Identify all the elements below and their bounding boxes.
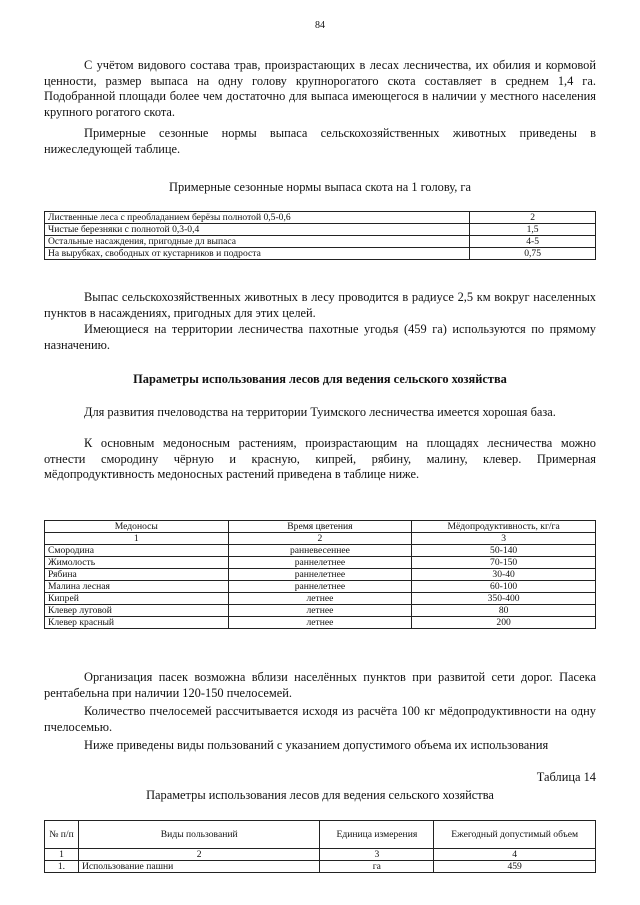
table-cell: 459 [434, 861, 596, 873]
honey-productivity-table [44, 520, 596, 629]
paragraph-bee-families: Количество пчелосемей рассчитывается исходя из расчёта 100 кг мёдопродуктивности на одну пчелосемью. [44, 704, 596, 734]
table-cell: летнее [228, 605, 412, 617]
table-cell: 1. [45, 861, 79, 873]
forest-usage-table [44, 820, 596, 873]
column-header: Мёдопродуктивность, кг/га [412, 521, 596, 533]
table-row [45, 248, 596, 260]
table-cell: 200 [412, 617, 596, 629]
paragraph-honey-plants: К основным медоносным растениям, произрастающим на площадях лесничества можно отнести смородину чёрную и красную, кипрей, рябину, малину, клевер. Примерная мёдопродуктивность медоносных растений приведена в таблице ниже. [44, 436, 596, 482]
table-row [45, 545, 596, 557]
table-cell: раннелетнее [228, 569, 412, 581]
column-header: Медоносы [45, 521, 229, 533]
table-cell: 4-5 [470, 236, 596, 248]
column-header: № п/п [45, 821, 79, 849]
table-row [45, 605, 596, 617]
column-number: 3 [412, 533, 596, 545]
table-cell: Жимолость [45, 557, 229, 569]
table-cell: 30-40 [412, 569, 596, 581]
table-row [45, 617, 596, 629]
column-number: 2 [228, 533, 412, 545]
paragraph-herbs: С учётом видового состава трав, произрастающих в лесах лесничества, их обилия и кормовой ценности, размер выпаса на одну голову крупнорогатого скота составляет в среднем 1,4 га. Подобранной площади более чем достаточно для выпаса имеющегося в наличии у местного населения крупного рогатого скота. [44, 58, 596, 119]
table-cell: Малина лесная [45, 581, 229, 593]
table-cell: Лиственные леса с преобладанием берёзы полнотой 0,5-0,6 [45, 212, 470, 224]
table-cell: Кипрей [45, 593, 229, 605]
table-cell: 350-400 [412, 593, 596, 605]
table-cell: 1,5 [470, 224, 596, 236]
column-number-row [45, 849, 596, 861]
column-number: 3 [320, 849, 434, 861]
table-header-row [45, 821, 596, 849]
table-label: Таблица 14 [536, 770, 596, 784]
table-row [45, 236, 596, 248]
table-row [45, 861, 596, 873]
table-cell: га [320, 861, 434, 873]
table-cell: летнее [228, 593, 412, 605]
paragraph-arable-land: Имеющиеся на территории лесничества пахотные угодья (459 га) используются по прямому назначению. [44, 322, 596, 352]
table-cell: Клевер луговой [45, 605, 229, 617]
table-row [45, 212, 596, 224]
paragraph-beekeeping: Для развития пчеловодства на территории Туимского лесничества имеется хорошая база. [84, 405, 556, 419]
table-cell: 50-140 [412, 545, 596, 557]
column-header: Время цветения [228, 521, 412, 533]
table-row [45, 569, 596, 581]
column-number: 2 [78, 849, 320, 861]
table-cell: летнее [228, 617, 412, 629]
table-row [45, 581, 596, 593]
column-header: Виды пользований [78, 821, 320, 849]
table-cell: раннелетнее [228, 557, 412, 569]
table-cell: ранневесеннее [228, 545, 412, 557]
grazing-table-title: Примерные сезонные нормы выпаса скота на 1 голову, га [169, 180, 471, 194]
paragraph-grazing-radius: Выпас сельскохозяйственных животных в лесу проводится в радиусе 2,5 км вокруг населенных пунктов в насаждениях, пригодных для этих целей. [44, 290, 596, 320]
table-cell: Чистые березняки с полнотой 0,3-0,4 [45, 224, 470, 236]
table-row [45, 224, 596, 236]
table-cell: раннелетнее [228, 581, 412, 593]
table-cell: Смородина [45, 545, 229, 557]
column-number: 1 [45, 849, 79, 861]
table-row [45, 557, 596, 569]
column-number-row [45, 533, 596, 545]
table-row [45, 593, 596, 605]
table-cell: Остальные насаждения, пригодные дл выпаса [45, 236, 470, 248]
table-cell: Клевер красный [45, 617, 229, 629]
paragraph-usage-intro: Ниже приведены виды пользований с указанием допустимого объема их использования [84, 738, 549, 752]
column-number: 4 [434, 849, 596, 861]
grazing-norms-table [44, 211, 596, 260]
table-cell: 80 [412, 605, 596, 617]
paragraph-grazing-intro: Примерные сезонные нормы выпаса сельскохозяйственных животных приведены в нижеследующей таблице. [44, 126, 596, 156]
table-header-row [45, 521, 596, 533]
table-cell: Рябина [45, 569, 229, 581]
table-cell: 60-100 [412, 581, 596, 593]
table-cell: На вырубках, свободных от кустарников и подроста [45, 248, 470, 260]
column-header: Единица измерения [320, 821, 434, 849]
table-cell: 0,75 [470, 248, 596, 260]
paragraph-apiaries: Организация пасек возможна вблизи населённых пунктов при развитой сети дорог. Пасека рентабельна при наличии 120-150 пчелосемей. [44, 670, 596, 700]
table-cell: 2 [470, 212, 596, 224]
column-number: 1 [45, 533, 229, 545]
column-header: Ежегодный допустимый объем [434, 821, 596, 849]
table-14-title: Параметры использования лесов для ведения сельского хозяйства [146, 788, 494, 802]
table-cell: 70-150 [412, 557, 596, 569]
section-heading: Параметры использования лесов для ведения сельского хозяйства [133, 372, 507, 386]
page-number: 84 [315, 20, 325, 31]
table-cell: Использование пашни [78, 861, 320, 873]
